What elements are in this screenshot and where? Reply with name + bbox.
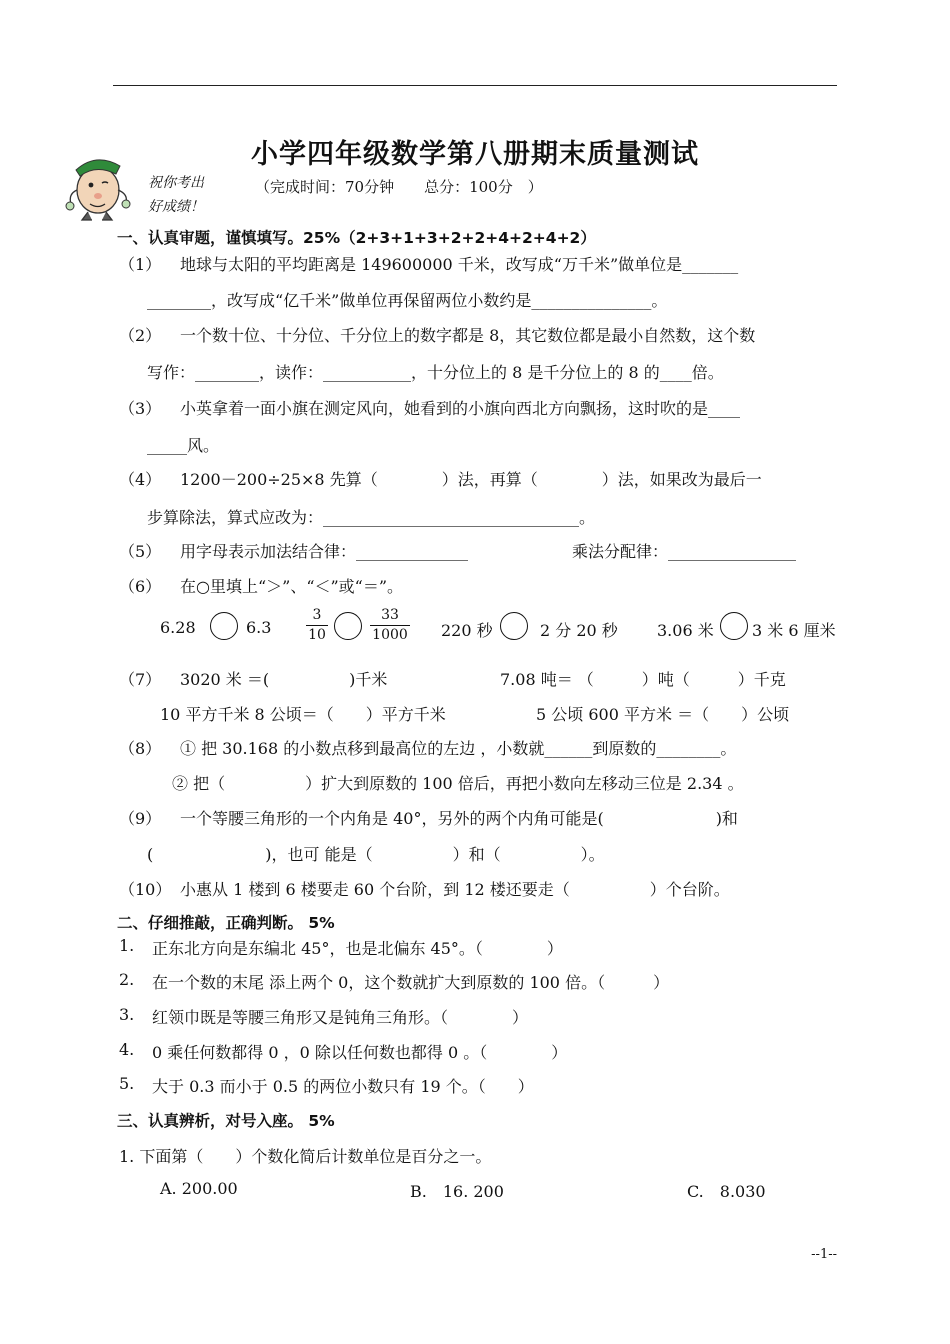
q6-number: （6） [119, 577, 162, 596]
q5-number: （5） [119, 542, 162, 561]
judge-3-number: 3. [119, 1005, 135, 1024]
exam-info: （完成时间：70分钟 总分：100分 ） [255, 178, 543, 196]
choice-q1-text: 1. 下面第（ ）个数化简后计数单位是百分之一。 [119, 1147, 492, 1166]
q6-frac2-denominator: 1000 [372, 627, 408, 643]
q6-c3-circle[interactable] [500, 612, 528, 640]
mascot-text-2: 好成绩！ [148, 199, 204, 215]
choice-option-b[interactable]: B. 16. 200 [410, 1182, 504, 1201]
q6-c3-left: 220 秒 [441, 621, 493, 640]
judge-4-text: 0 乘任何数都得 0 ，0 除以任何数也都得 0 。（ ） [152, 1043, 568, 1062]
q1-line-2: ________，改写成“亿千米”做单位再保留两位小数约是_______________。 [147, 291, 668, 310]
judge-1-text: 正东北方向是东编北 45°，也是北偏东 45°。（ ） [152, 939, 563, 958]
q6-text: 在○里填上“＞”、“＜”或“＝”。 [180, 577, 404, 596]
q4-line-1: 1200－200÷25×8 先算（ ）法，再算（ ）法，如果改为最后一 [180, 470, 762, 489]
q8-line-2: ② 把（ ）扩大到原数的 100 倍后，再把小数向左移动三位是 2.34 。 [172, 774, 744, 793]
q5-text-a: 用字母表示加法结合律：______________ [180, 542, 469, 561]
q6-c1-left: 6.28 [160, 618, 196, 637]
top-rule [113, 85, 837, 86]
section-3-heading: 三、认真辨析，对号入座。 5% [117, 1112, 335, 1130]
q7-a: 3020 米 ＝( )千米 [180, 670, 388, 689]
judge-4-number: 4. [119, 1040, 135, 1059]
q6-fraction-2 [370, 606, 410, 645]
q1-line-1: 地球与太阳的平均距离是 149600000 千米，改写成“万千米”做单位是_______ [180, 255, 739, 274]
q6-c4-left: 3.06 米 [657, 621, 714, 640]
q6-frac1-numerator: 3 [306, 606, 328, 626]
q6-frac1-denominator: 10 [308, 627, 326, 643]
q7-c: 10 平方千米 8 公顷＝（ ）平方千米 [160, 705, 446, 724]
q9-line-2: ( )，也可 能是（ ）和（ ）。 [147, 845, 605, 864]
q3-line-2: _____风。 [147, 436, 220, 455]
judge-5-number: 5. [119, 1074, 135, 1093]
q8-line-1: ① 把 30.168 的小数点移到最高位的左边 ，小数就______到原数的________。 [180, 739, 737, 758]
q6-fraction-1 [306, 606, 328, 645]
judge-1-number: 1. [119, 936, 135, 955]
q2-number: （2） [119, 326, 162, 345]
q10-number: （10） [119, 880, 172, 899]
q7-number: （7） [119, 670, 162, 689]
q7-b: 7.08 吨＝ （ ）吨（ ）千克 [500, 670, 786, 689]
judge-5-text: 大于 0.3 而小于 0.5 的两位小数只有 19 个。（ ） [152, 1077, 534, 1096]
q6-frac2-numerator: 33 [370, 606, 410, 626]
q6-c2-circle[interactable] [334, 612, 362, 640]
section-2-heading: 二、仔细推敲，正确判断。 5% [117, 914, 335, 932]
page-number: --1-- [811, 1247, 837, 1262]
section-1-heading: 一、认真审题，谨慎填写。25%（2+3+1+3+2+2+4+2+4+2） [117, 229, 596, 247]
q6-c3-right: 2 分 20 秒 [540, 621, 618, 640]
judge-2-number: 2. [119, 970, 135, 989]
q9-number: （9） [119, 809, 162, 828]
q7-d: 5 公顷 600 平方米 ＝（ ）公顷 [536, 705, 790, 724]
choice-option-a[interactable]: A. 200.00 [160, 1179, 238, 1198]
q1-number: （1） [119, 255, 162, 274]
judge-2-text: 在一个数的末尾 添上两个 0，这个数就扩大到原数的 100 倍。（ ） [152, 973, 670, 992]
q6-c1-right: 6.3 [246, 618, 272, 637]
q8-number: （8） [119, 739, 162, 758]
q10-text: 小惠从 1 楼到 6 楼要走 60 个台阶，到 12 楼还要走（ ）个台阶。 [180, 880, 730, 899]
q2-line-1: 一个数十位、十分位、千分位上的数字都是 8，其它数位都是最小自然数，这个数 [180, 326, 756, 345]
judge-3-text: 红领巾既是等腰三角形又是钝角三角形。（ ） [152, 1008, 529, 1027]
mascot-text-1: 祝你考出 [148, 175, 204, 191]
q3-line-1: 小英拿着一面小旗在测定风向，她看到的小旗向西北方向飘扬，这时吹的是____ [180, 399, 741, 418]
choice-option-c[interactable]: C. 8.030 [687, 1182, 766, 1201]
q5-text-b: 乘法分配律：________________ [572, 542, 797, 561]
page-title: 小学四年级数学第八册期末质量测试 [251, 139, 699, 170]
q6-c4-right: 3 米 6 厘米 [752, 621, 836, 640]
q3-number: （3） [119, 399, 162, 418]
q9-line-1: 一个等腰三角形的一个内角是 40°，另外的两个内角可能是( )和 [180, 809, 738, 828]
q4-number: （4） [119, 470, 162, 489]
q6-c4-circle[interactable] [720, 612, 748, 640]
q2-line-2: 写作：________，读作：___________，十分位上的 8 是千分位上的 8 的____倍。 [147, 363, 724, 382]
q6-c1-circle[interactable] [210, 612, 238, 640]
q4-line-2: 步算除法，算式应改为：________________________________。 [147, 508, 596, 527]
